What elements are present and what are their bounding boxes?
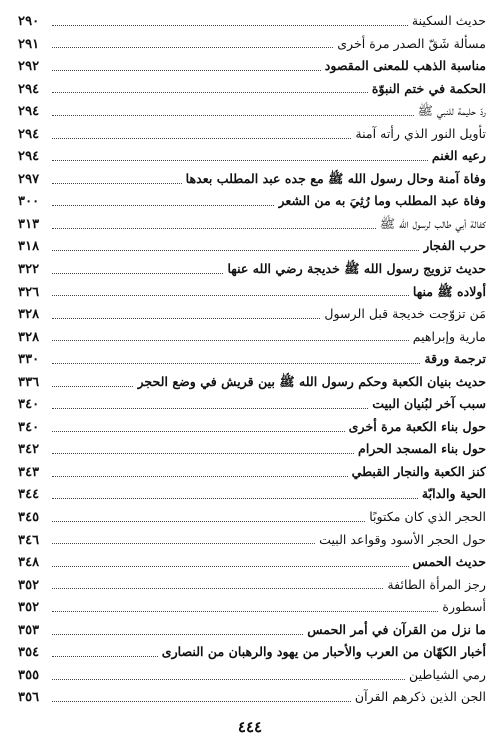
toc-entry-page: ٣٢٨ xyxy=(18,329,40,345)
toc-entry xyxy=(18,416,486,439)
toc-entry xyxy=(18,213,486,236)
toc-entry-title: الجن الذين ذكرهم القرآن xyxy=(354,689,486,705)
toc-entry xyxy=(18,461,486,484)
page-number: ٤٤٤ xyxy=(237,718,263,736)
toc-entry-title: حديث السكينة xyxy=(411,13,486,28)
toc-entry xyxy=(18,100,486,123)
toc-entry-page: ٢٩٤ xyxy=(18,149,40,165)
dot-leader xyxy=(52,138,351,139)
toc-entry-title: حديث الحمس xyxy=(412,554,486,570)
dot-leader xyxy=(52,47,333,48)
toc-entry xyxy=(18,281,486,304)
dot-leader xyxy=(52,476,348,477)
toc-entry-page: ٢٩٧ xyxy=(18,171,40,187)
toc-entry-title: مارية وإبراهيم xyxy=(412,328,486,344)
toc-entry-title: أخبار الكهّان من العرب والأحبار من يهود والرهبان من النصارى xyxy=(161,644,486,660)
toc-entry xyxy=(18,686,486,709)
dot-leader xyxy=(52,160,428,161)
toc-entry-title: رمي الشياطين xyxy=(409,666,486,682)
toc-entry-page: ٣٥٢ xyxy=(18,600,40,616)
toc-entry-page: ٣٥٥ xyxy=(18,667,40,683)
dot-leader xyxy=(52,340,409,341)
dot-leader xyxy=(52,250,419,251)
toc-entry-page: ٣٥٢ xyxy=(18,577,40,593)
toc-entry-page: ٣٣٦ xyxy=(18,374,40,390)
toc-entry-title: وفاة آمنة وحال رسول الله ﷺ مع جده عبد المطلب بعدها xyxy=(185,170,486,186)
dot-leader xyxy=(52,634,303,635)
dot-leader xyxy=(52,205,274,206)
toc-entry xyxy=(18,123,486,146)
toc-entry-page: ٢٩٠ xyxy=(18,14,40,29)
toc-entry xyxy=(18,664,486,687)
dot-leader xyxy=(52,363,420,364)
toc-entry-page: ٣١٨ xyxy=(18,239,40,255)
dot-leader xyxy=(52,183,182,184)
toc-entry-title: ما نزل من القرآن في أمر الحمس xyxy=(307,621,486,637)
toc-entry-page: ٣٤٠ xyxy=(18,419,40,435)
toc-entry-title: الحكمة في ختم النبوّة xyxy=(371,80,486,96)
toc-entry-title: حديث تزويج رسول الله ﷺ خديجة رضي الله عنها xyxy=(227,261,486,277)
toc-entry-page: ٢٩٤ xyxy=(18,104,40,120)
toc-entry-page: ٢٩٤ xyxy=(18,126,40,142)
toc-entry xyxy=(18,574,486,597)
dot-leader xyxy=(52,431,345,432)
toc-entry-title: سبب آخر لبُنيان البيت xyxy=(372,396,486,412)
toc-entry xyxy=(18,371,486,394)
toc-entry xyxy=(18,483,486,506)
toc-entry xyxy=(18,551,486,574)
dot-leader xyxy=(52,318,320,319)
dot-leader xyxy=(52,25,408,26)
toc-entry-title: كفالة أبي طالب لرسول الله ﷺ xyxy=(379,215,486,231)
dot-leader xyxy=(52,453,354,454)
toc-entry xyxy=(18,619,486,642)
toc-entry-page: ٣٥٦ xyxy=(18,690,40,706)
toc-entry-page: ٣٥٣ xyxy=(18,622,40,638)
toc-entry-page: ٣٤٣ xyxy=(18,464,40,480)
toc-entry-title: رعيه الغنم xyxy=(431,148,486,164)
toc-entry xyxy=(18,190,486,213)
toc-entry-page: ٣٥٤ xyxy=(18,645,40,661)
dot-leader xyxy=(52,543,315,544)
toc-entry xyxy=(18,145,486,168)
toc-entry-page: ٣٤٤ xyxy=(18,487,40,503)
toc-entry xyxy=(18,33,486,56)
dot-leader xyxy=(52,498,418,499)
toc-entry-page: ٢٩٢ xyxy=(18,59,40,75)
toc-entry-page: ٣٣٠ xyxy=(18,352,40,368)
toc-entry-page: ٣١٣ xyxy=(18,216,40,232)
toc-entry-page: ٣٤٠ xyxy=(18,397,40,413)
table-of-contents xyxy=(18,10,486,709)
toc-entry xyxy=(18,235,486,258)
dot-leader xyxy=(52,611,438,612)
toc-entry xyxy=(18,506,486,529)
toc-entry-title: الحية والدابّة xyxy=(421,486,486,502)
toc-entry-title: أسطورة xyxy=(442,599,486,615)
dot-leader xyxy=(52,679,405,680)
toc-entry xyxy=(18,168,486,191)
toc-entry-title: حديث بنيان الكعبة وحكم رسول الله ﷺ بين قريش في وضع الحجر xyxy=(137,373,486,389)
toc-entry-page: ٣٠٠ xyxy=(18,194,40,210)
toc-entry-title: كنز الكعبة والنجار القبطي xyxy=(351,463,486,479)
toc-entry-title: تأويل النور الذي رأته آمنة xyxy=(355,125,486,141)
toc-entry xyxy=(18,393,486,416)
dot-leader xyxy=(52,92,368,93)
toc-entry-title: حرب الفجار xyxy=(423,238,486,254)
dot-leader xyxy=(52,115,414,116)
toc-entry-title: الحجر الذي كان مكتوبًا xyxy=(369,509,486,525)
toc-entry-page: ٣٢٨ xyxy=(18,307,40,323)
toc-entry xyxy=(18,348,486,371)
toc-entry xyxy=(18,596,486,619)
toc-entry-title: مَن تزوّجت خديجة قبل الرسول xyxy=(324,306,486,322)
toc-entry-page: ٣٢٢ xyxy=(18,262,40,278)
toc-entry xyxy=(18,10,486,33)
toc-entry-page: ٣٤٢ xyxy=(18,442,40,458)
toc-entry xyxy=(18,258,486,281)
toc-entry-page: ٣٤٦ xyxy=(18,532,40,548)
toc-entry-page: ٣٢٦ xyxy=(18,284,40,300)
toc-entry-title: رجز المرأة الطائفة xyxy=(387,576,486,592)
dot-leader xyxy=(52,386,133,387)
toc-entry xyxy=(18,326,486,349)
toc-entry xyxy=(18,55,486,78)
dot-leader xyxy=(52,588,383,589)
toc-entry xyxy=(18,641,486,664)
toc-entry xyxy=(18,438,486,461)
toc-entry-page: ٢٩١ xyxy=(18,36,40,52)
dot-leader xyxy=(52,273,223,274)
toc-entry-title: وفاة عبد المطلب وما رُثِيَ به من الشعر xyxy=(278,193,486,209)
dot-leader xyxy=(52,566,409,567)
dot-leader xyxy=(52,228,376,229)
dot-leader xyxy=(52,656,158,657)
toc-entry-title: حول الحجر الأسود وقواعد البيت xyxy=(319,531,486,547)
toc-entry-title: ردّ حليمة للنبي ﷺ xyxy=(417,103,486,119)
toc-entry xyxy=(18,303,486,326)
toc-entry-title: حول بناء الكعبة مرة أخرى xyxy=(348,418,486,434)
toc-entry-title: مناسبة الذهب للمعنى المقصود xyxy=(324,58,486,74)
dot-leader xyxy=(52,701,351,702)
dot-leader xyxy=(52,70,321,71)
dot-leader xyxy=(52,521,365,522)
dot-leader xyxy=(52,295,409,296)
toc-entry-page: ٣٤٨ xyxy=(18,555,40,571)
toc-entry-title: مسألة شَقّ الصدر مرة أخرى xyxy=(337,35,486,51)
toc-entry-title: حول بناء المسجد الحرام xyxy=(358,441,486,457)
toc-entry-title: أولاده ﷺ منها xyxy=(412,283,486,299)
toc-entry-page: ٣٤٥ xyxy=(18,510,40,526)
toc-entry xyxy=(18,529,486,552)
dot-leader xyxy=(52,408,368,409)
toc-entry xyxy=(18,78,486,101)
toc-entry-title: ترجمة ورقة xyxy=(424,351,486,367)
toc-entry-page: ٢٩٤ xyxy=(18,81,40,97)
